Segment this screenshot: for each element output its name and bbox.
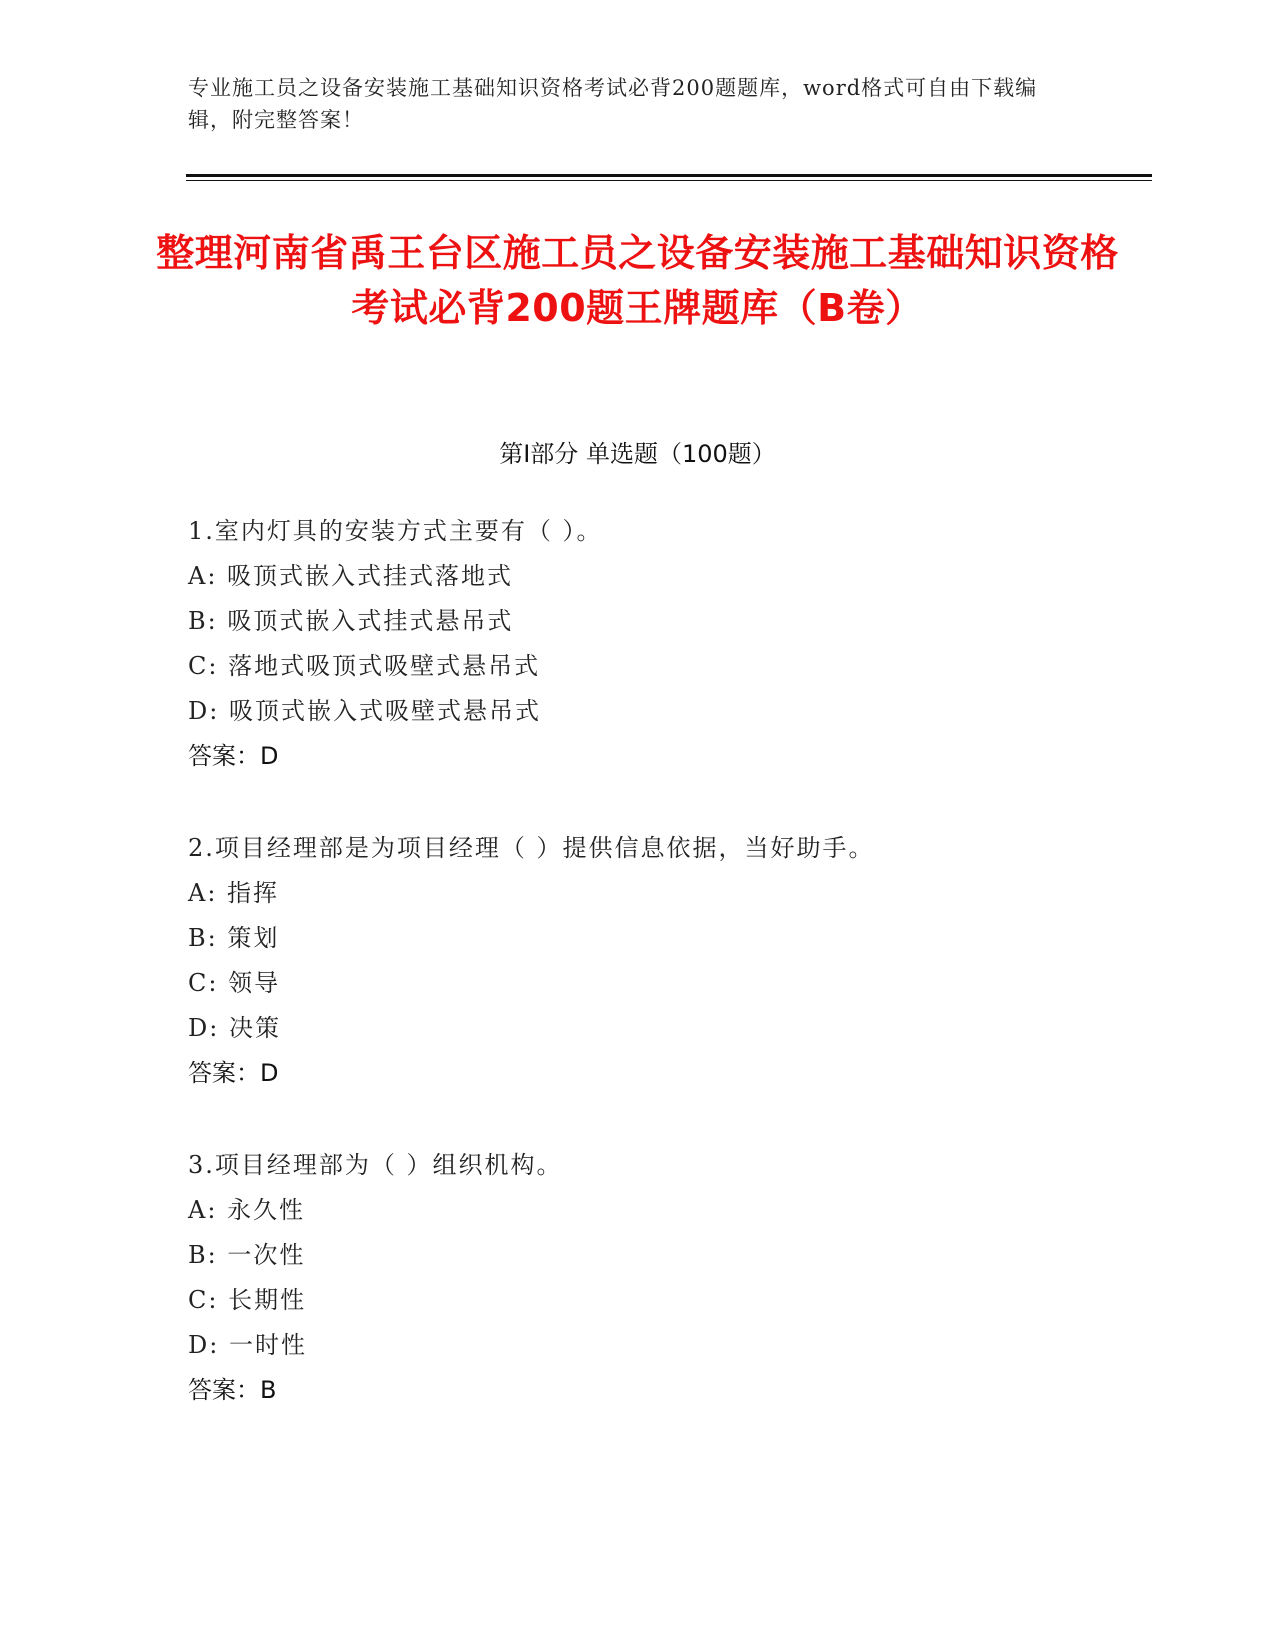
question-1 — [188, 509, 1088, 779]
option-d: D: 一时性 — [188, 1331, 307, 1359]
option-b: B: 一次性 — [188, 1241, 306, 1269]
option-a: A: 吸顶式嵌入式挂式落地式 — [188, 562, 514, 590]
header-note: 专业施工员之设备安装施工基础知识资格考试必背200题题库，word格式可自由下载编辑，附完整答案！ — [188, 76, 1038, 132]
question-2 — [188, 826, 1088, 1096]
answer: 答案：B — [188, 1376, 277, 1404]
header-rule-thick — [186, 174, 1152, 177]
option-d: D: 决策 — [188, 1014, 281, 1042]
answer: 答案：D — [188, 742, 279, 770]
option-b: B: 吸顶式嵌入式挂式悬吊式 — [188, 607, 514, 635]
header-rule-thin — [186, 180, 1152, 181]
option-a: A: 永久性 — [188, 1196, 306, 1224]
option-b: B: 策划 — [188, 924, 280, 952]
option-c: C: 长期性 — [188, 1286, 307, 1314]
section-title: 第Ⅰ部分 单选题（100题） — [499, 440, 776, 468]
question-stem: 2.项目经理部是为项目经理（ ）提供信息依据，当好助手。 — [188, 834, 875, 862]
document-title: 整理河南省禹王台区施工员之设备安装施工基础知识资格考试必背200题王牌题库（B卷） — [156, 231, 1119, 330]
answer: 答案：D — [188, 1059, 279, 1087]
option-d: D: 吸顶式嵌入式吸壁式悬吊式 — [188, 697, 541, 725]
option-a: A: 指挥 — [188, 879, 280, 907]
question-stem: 1.室内灯具的安装方式主要有（ ）。 — [188, 517, 603, 545]
question-3 — [188, 1143, 1088, 1413]
option-c: C: 落地式吸顶式吸壁式悬吊式 — [188, 652, 541, 680]
option-c: C: 领导 — [188, 969, 281, 997]
question-stem: 3.项目经理部为（ ）组织机构。 — [188, 1151, 563, 1179]
